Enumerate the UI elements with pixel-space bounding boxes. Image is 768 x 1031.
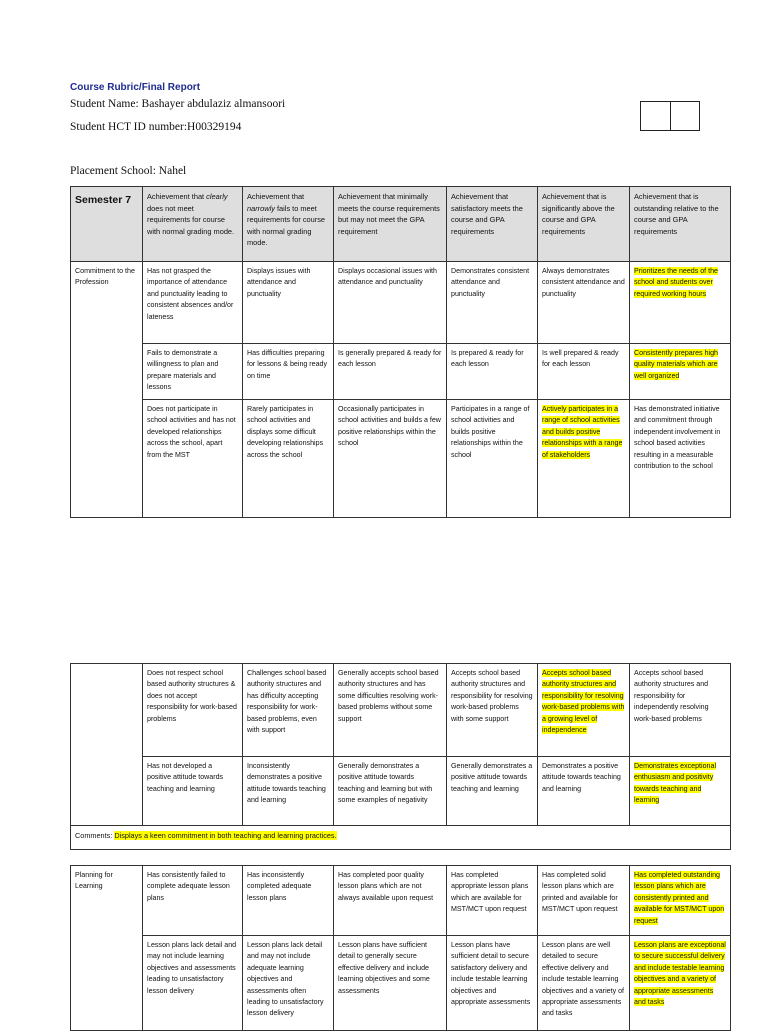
table-cell: Generally demonstrates a positive attitude towards teaching and learning but with some examples of negativity (334, 757, 447, 826)
table-cell: Has demonstrated initiative and commitment through independent involvement in school based activities resulting in a measurable contribution to the school (630, 400, 731, 518)
table-cell (630, 757, 731, 826)
table-cell: Lesson plans have sufficient detail to secure satisfactory delivery and include testable learning objectives and appropriate assessments (447, 936, 538, 1031)
title-part-1: Course Rubric (70, 82, 139, 93)
table-cell: Lesson plans lack detail and may not include learning objectives and assessments leading to unsatisfactory lesson delivery (143, 936, 243, 1031)
table-cell (538, 664, 630, 757)
highlighted-text: Accepts school based authority structures and responsibility for resolving work-based problems with a growing level of independence (542, 669, 625, 735)
table-cell (630, 936, 731, 1031)
student-id: Student HCT ID number:H00329194 (70, 121, 242, 133)
grade-box (671, 102, 700, 130)
table-row (71, 344, 731, 400)
table-cell: Has completed poor quality lesson plans which are not always available upon request (334, 866, 447, 936)
table-cell: Has inconsistently completed adequate lesson plans (243, 866, 334, 936)
table-cell: Is well prepared & ready for each lesson (538, 344, 630, 400)
table-cell: Has not grasped the importance of attendance and punctuality leading to consistent absences and/or lateness (143, 262, 243, 344)
rubric-table-commitment (70, 186, 731, 518)
table-cell (630, 344, 731, 400)
semester-label: Semester 7 (71, 187, 143, 262)
table-cell: Is prepared & ready for each lesson (447, 344, 538, 400)
header-level-2: Achievement that narrowly fails to meet requirements for course with normal grading mode. (243, 187, 334, 262)
table-cell: Accepts school based authority structures and responsibility for resolving work-based problems with some support (447, 664, 538, 757)
table-cell: Displays occasional issues with attendance and punctuality (334, 262, 447, 344)
grade-boxes (640, 101, 700, 131)
emphasis-clearly: clearly (206, 192, 228, 201)
table-cell: Fails to demonstrate a willingness to plan and prepare materials and lessons (143, 344, 243, 400)
title-part-2: Final Report (141, 82, 201, 93)
comments-label: Comments: (75, 831, 113, 840)
table-cell: Has consistently failed to complete adequate lesson plans (143, 866, 243, 936)
table-cell: Displays issues with attendance and punctuality (243, 262, 334, 344)
table-row (71, 262, 731, 344)
highlighted-text: Actively participates in a range of school activities and builds positive relationships with a range of stakeholders (542, 405, 623, 459)
table-cell: Has difficulties preparing for lessons & being ready on time (243, 344, 334, 400)
section-label: Commitment to the Profession (71, 262, 143, 518)
table-cell: Does not participate in school activities and has not developed relationships across the school, apart from the MST (143, 400, 243, 518)
header-level-5: Achievement that is significantly above the course and GPA requirements (538, 187, 630, 262)
highlighted-text: Consistently prepares high quality materials which are well organized (634, 349, 718, 380)
document-title (70, 82, 200, 93)
table-row (71, 664, 731, 757)
student-name: Student Name: Bashayer abdulaziz almansoori (70, 98, 286, 110)
table-row (71, 866, 731, 936)
highlighted-text: Prioritizes the needs of the school and students over required working hours (634, 267, 718, 298)
comments-text: Displays a keen commitment in both teaching and learning practices. (114, 831, 337, 840)
section-label (71, 664, 143, 826)
table-cell: Rarely participates in school activities and displays some difficult developing relationships across the school (243, 400, 334, 518)
table-cell: Generally accepts school based authority structures and has some difficulties resolving work-based problems without some support (334, 664, 447, 757)
table-cell: Lesson plans lack detail and may not include adequate learning objectives and assessments often leading to unsatisfactory lesson delivery (243, 936, 334, 1031)
table-cell: Participates in a range of school activities and builds positive relationships within the school (447, 400, 538, 518)
table-cell: Has completed solid lesson plans which are printed and available for MST/MCT upon request (538, 866, 630, 936)
table-row (71, 936, 731, 1031)
table-cell: Has not developed a positive attitude towards teaching and learning (143, 757, 243, 826)
table-cell: Generally demonstrates a positive attitude towards teaching and learning (447, 757, 538, 826)
table-row (71, 400, 731, 518)
header-level-6: Achievement that is outstanding relative to the course and GPA requirements (630, 187, 731, 262)
table-cell: Demonstrates consistent attendance and punctuality (447, 262, 538, 344)
emphasis-narrowly: narrowly (247, 203, 275, 213)
highlighted-text: Has completed outstanding lesson plans which are consistently printed and available for MST/MCT upon request (634, 871, 725, 925)
table-cell: Does not respect school based authority structures & does not accept responsibility for work-based problems (143, 664, 243, 757)
section-label: Planning for Learning (71, 866, 143, 1031)
table-cell (630, 866, 731, 936)
table-cell: Always demonstrates consistent attendance and punctuality (538, 262, 630, 344)
table-cell: Lesson plans have sufficient detail to generally secure effective delivery and include learning objectives and some assessments (334, 936, 447, 1031)
table-row (71, 757, 731, 826)
table-cell: Accepts school based authority structures and responsibility for independently resolving work-based problems (630, 664, 731, 757)
header-level-4: Achievement that satisfactory meets the course and GPA requirements (447, 187, 538, 262)
comments-cell (71, 826, 731, 850)
highlighted-text: Demonstrates exceptional enthusiasm and positivity towards teaching and learning (634, 762, 717, 805)
table-cell: Is generally prepared & ready for each lesson (334, 344, 447, 400)
title-separator: / (138, 82, 142, 93)
table-cell: Occasionally participates in school activities and builds a few positive relationships within the school (334, 400, 447, 518)
header-level-1: Achievement that clearly does not meet requirements for course with normal grading mode. (143, 187, 243, 262)
comments-row (71, 826, 731, 850)
table-cell: Has completed appropriate lesson plans which are available for MST/MCT upon request (447, 866, 538, 936)
highlighted-text: Lesson plans are exceptional to secure successful delivery and include testable learning objectives and a variety of appropriate assessments and tasks (634, 941, 726, 1007)
table-cell (538, 400, 630, 518)
table-cell (630, 262, 731, 344)
table-cell: Challenges school based authority structures and has difficulty accepting responsibility for work-based problems, even with support (243, 664, 334, 757)
placement-school: Placement School: Nahel (70, 165, 187, 177)
grade-box (641, 102, 671, 130)
header-level-3: Achievement that minimally meets the course requirements but may not meet the GPA requirement (334, 187, 447, 262)
table-cell: Demonstrates a positive attitude towards teaching and learning (538, 757, 630, 826)
table-cell: Inconsistently demonstrates a positive attitude towards teaching and learning (243, 757, 334, 826)
table-cell: Lesson plans are well detailed to secure effective delivery and include testable learning objectives and a variety of appropriate assessments and tasks (538, 936, 630, 1031)
rubric-table-planning (70, 865, 731, 1031)
rubric-header-row (71, 187, 731, 262)
rubric-table-responsibility (70, 663, 731, 850)
